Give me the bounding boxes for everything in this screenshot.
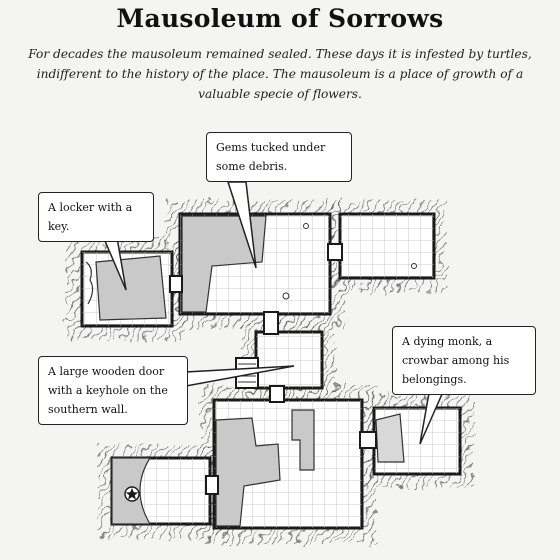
page-title: Mausoleum of Sorrows [116, 4, 444, 33]
room-east [340, 214, 434, 278]
room-south-hall [214, 400, 362, 528]
callout-locker: A locker with a key. [38, 192, 154, 242]
callout-monk: A dying monk, a crowbar among his belongings. [392, 326, 536, 395]
page-description: For decades the mausoleum remained sealed. These days it is infested by turtles, indifferent to the history of the place. The mausoleum is a place of growth of a valuable specie of flowers. [28, 47, 532, 101]
callout-gems: Gems tucked under some debris. [206, 132, 352, 182]
room-monk [374, 408, 460, 474]
room-locker [82, 252, 172, 326]
room-star-chamber [112, 458, 210, 524]
star-symbol-icon [125, 487, 139, 501]
callout-door: A large wooden door with a keyhole on the southern wall. [38, 356, 188, 425]
